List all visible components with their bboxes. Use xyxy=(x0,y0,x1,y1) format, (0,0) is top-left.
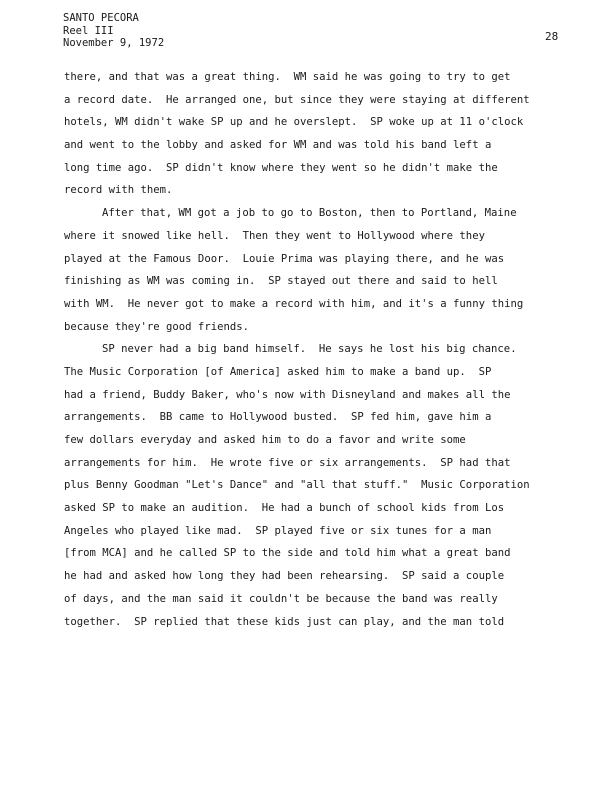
text-line: long time ago. SP didn't know where they went so he didn't make the xyxy=(64,161,498,174)
text-line: [from MCA] and he called SP to the side and told him what a great band xyxy=(64,547,511,560)
text-line: where it snowed like hell. Then they went to Hollywood where they xyxy=(64,229,485,242)
text-line: SP never had a big band himself. He says he lost his big chance. xyxy=(102,343,517,356)
text-line: because they're good friends. xyxy=(64,320,249,333)
document-header xyxy=(63,12,164,50)
text-line: few dollars everyday and asked him to do a favor and write some xyxy=(64,434,466,446)
text-line: he had and asked how long they had been rehearsing. SP said a couple xyxy=(64,570,505,583)
page-number: 28 xyxy=(545,30,559,43)
text-line: record with them. xyxy=(64,184,173,197)
interview-date: November 9, 1972 xyxy=(63,37,165,49)
text-line: finishing as WM was coming in. SP stayed out there and said to hell xyxy=(64,275,498,288)
text-line: and went to the lobby and asked for WM and was told his band left a xyxy=(64,139,492,152)
text-line: arrangements for him. He wrote five or six arrangements. SP had that xyxy=(64,456,511,469)
text-line: had a friend, Buddy Baker, who's now with Disneyland and makes all the xyxy=(64,388,511,401)
transcript-body xyxy=(64,66,604,633)
text-line: asked SP to make an audition. He had a bunch of school kids from Los xyxy=(64,502,505,515)
text-line: After that, WM got a job to go to Boston, then to Portland, Maine xyxy=(102,207,517,220)
text-line: plus Benny Goodman "Let's Dance" and "all that stuff." Music Corporation xyxy=(64,479,530,492)
text-line: with WM. He never got to make a record with him, and it's a funny thing xyxy=(64,297,524,310)
text-line: hotels, WM didn't wake SP up and he overslept. SP woke up at 11 o'clock xyxy=(64,116,524,129)
text-line: a record date. He arranged one, but since they were staying at different xyxy=(64,93,530,106)
text-line: played at the Famous Door. Louie Prima was playing there, and he was xyxy=(64,252,505,265)
text-line: of days, and the man said it couldn't be because the band was really xyxy=(64,592,498,605)
interviewee-name: SANTO PECORA xyxy=(63,12,139,24)
text-line: together. SP replied that these kids just can play, and the man told xyxy=(64,615,505,628)
text-line: arrangements. BB came to Hollywood busted. SP fed him, gave him a xyxy=(64,411,492,424)
text-line: The Music Corporation [of America] asked him to make a band up. SP xyxy=(64,365,492,378)
text-line: Angeles who played like mad. SP played five or six tunes for a man xyxy=(64,524,492,537)
reel-label: Reel III xyxy=(63,24,114,37)
text-line: there, and that was a great thing. WM said he was going to try to get xyxy=(64,71,511,83)
